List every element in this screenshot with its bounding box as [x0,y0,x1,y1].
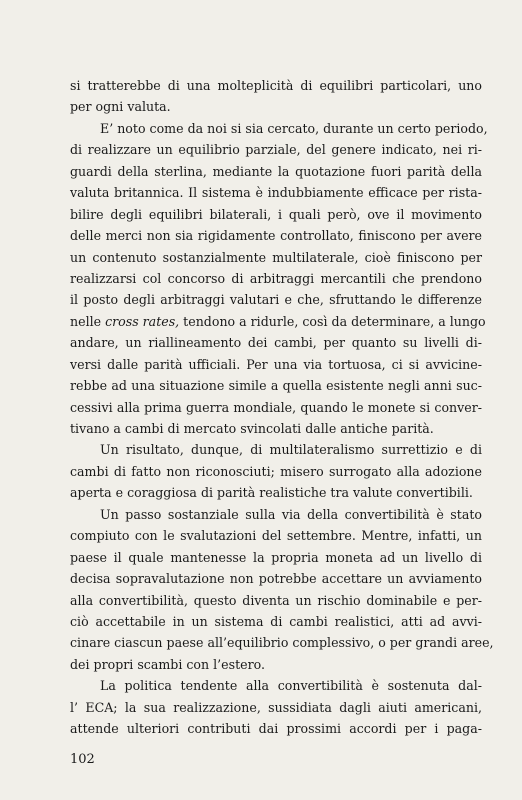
text-line: bilire degli equilibri bilaterali, i quali però, ove il movimento [70,206,482,222]
text-line-cross-rates [70,311,486,332]
text-line: paese il quale mantenesse la propria moneta ad un livello di [70,549,482,565]
text-line: compiuto con le svalutazioni del settembre. Mentre, infatti, un [70,528,482,544]
text-line: E’ noto come da noi si sia cercato, durante un certo periodo, [100,120,488,136]
page-number: 102 [70,752,95,767]
body-text [70,75,494,740]
text-line: un contenuto sostanzialmente multilaterale, cioè finiscono per [70,249,482,265]
text-line: tivano a cambi di mercato svincolati dalle antiche parità. [70,421,434,436]
text-line: ciò accettabile in un sistema di cambi realistici, atti ad avvi- [70,613,482,629]
text-fragment: tendono a ridurle, così da determinare, a lungo [179,313,486,329]
text-line: rebbe ad una situazione simile a quella esistente negli anni suc- [70,378,482,394]
text-line: andare, un riallineamento dei cambi, per quanto su livelli di- [70,335,482,351]
text-line: Un risultato, dunque, di multilateralismo surrettizio e di [100,442,482,458]
text-line: realizzarsi col concorso di arbitraggi mercantili che prendono [70,270,482,286]
text-line: Un passo sostanziale sulla via della convertibilità è stato [100,506,482,522]
text-line: La politica tendente alla convertibilità è sostenuta dal- [100,678,482,694]
italic-term-cross-rates: cross rates, [105,313,180,329]
text-line: cambi di fatto non riconosciuti; misero surrogato alla adozione [70,463,482,479]
text-line: valuta britannica. Il sistema è indubbiamente efficace per rista- [70,185,482,201]
text-line: si tratterebbe di una molteplicità di equilibri particolari, uno [70,78,482,93]
text-line: cinare ciascun paese all’equilibrio complessivo, o per grandi aree, [70,635,494,651]
text-line: versi dalle parità ufficiali. Per una via tortuosa, ci si avvicine- [70,356,482,372]
text-line: decisa sopravalutazione non potrebbe accettare un avviamento [70,571,482,587]
text-line: delle merci non sia rigidamente controllato, finiscono per avere [70,228,482,244]
text-line: di realizzare un equilibrio parziale, del genere indicato, nei ri- [70,142,482,158]
text-line: aperta e coraggiosa di parità realistiche tra valute convertibili. [70,485,473,501]
text-fragment: nelle [70,313,106,329]
text-line: l’ ECA; la sua realizzazione, sussidiata dagli aiuti americani, [70,699,482,715]
text-line: il posto degli arbitraggi valutari e che, sfruttando le differenze [70,292,482,308]
text-line: cessivi alla prima guerra mondiale, quando le monete si conver- [70,399,482,415]
text-line: attende ulteriori contributi dai prossimi accordi per i paga- [70,721,482,737]
text-line: dei propri scambi con l’estero. [70,656,265,672]
text-line: guardi della sterlina, mediante la quotazione fuori parità della [70,163,482,179]
text-line: per ogni valuta. [70,99,171,115]
text-line: alla convertibilità, questo diventa un rischio dominabile e per- [70,592,482,608]
